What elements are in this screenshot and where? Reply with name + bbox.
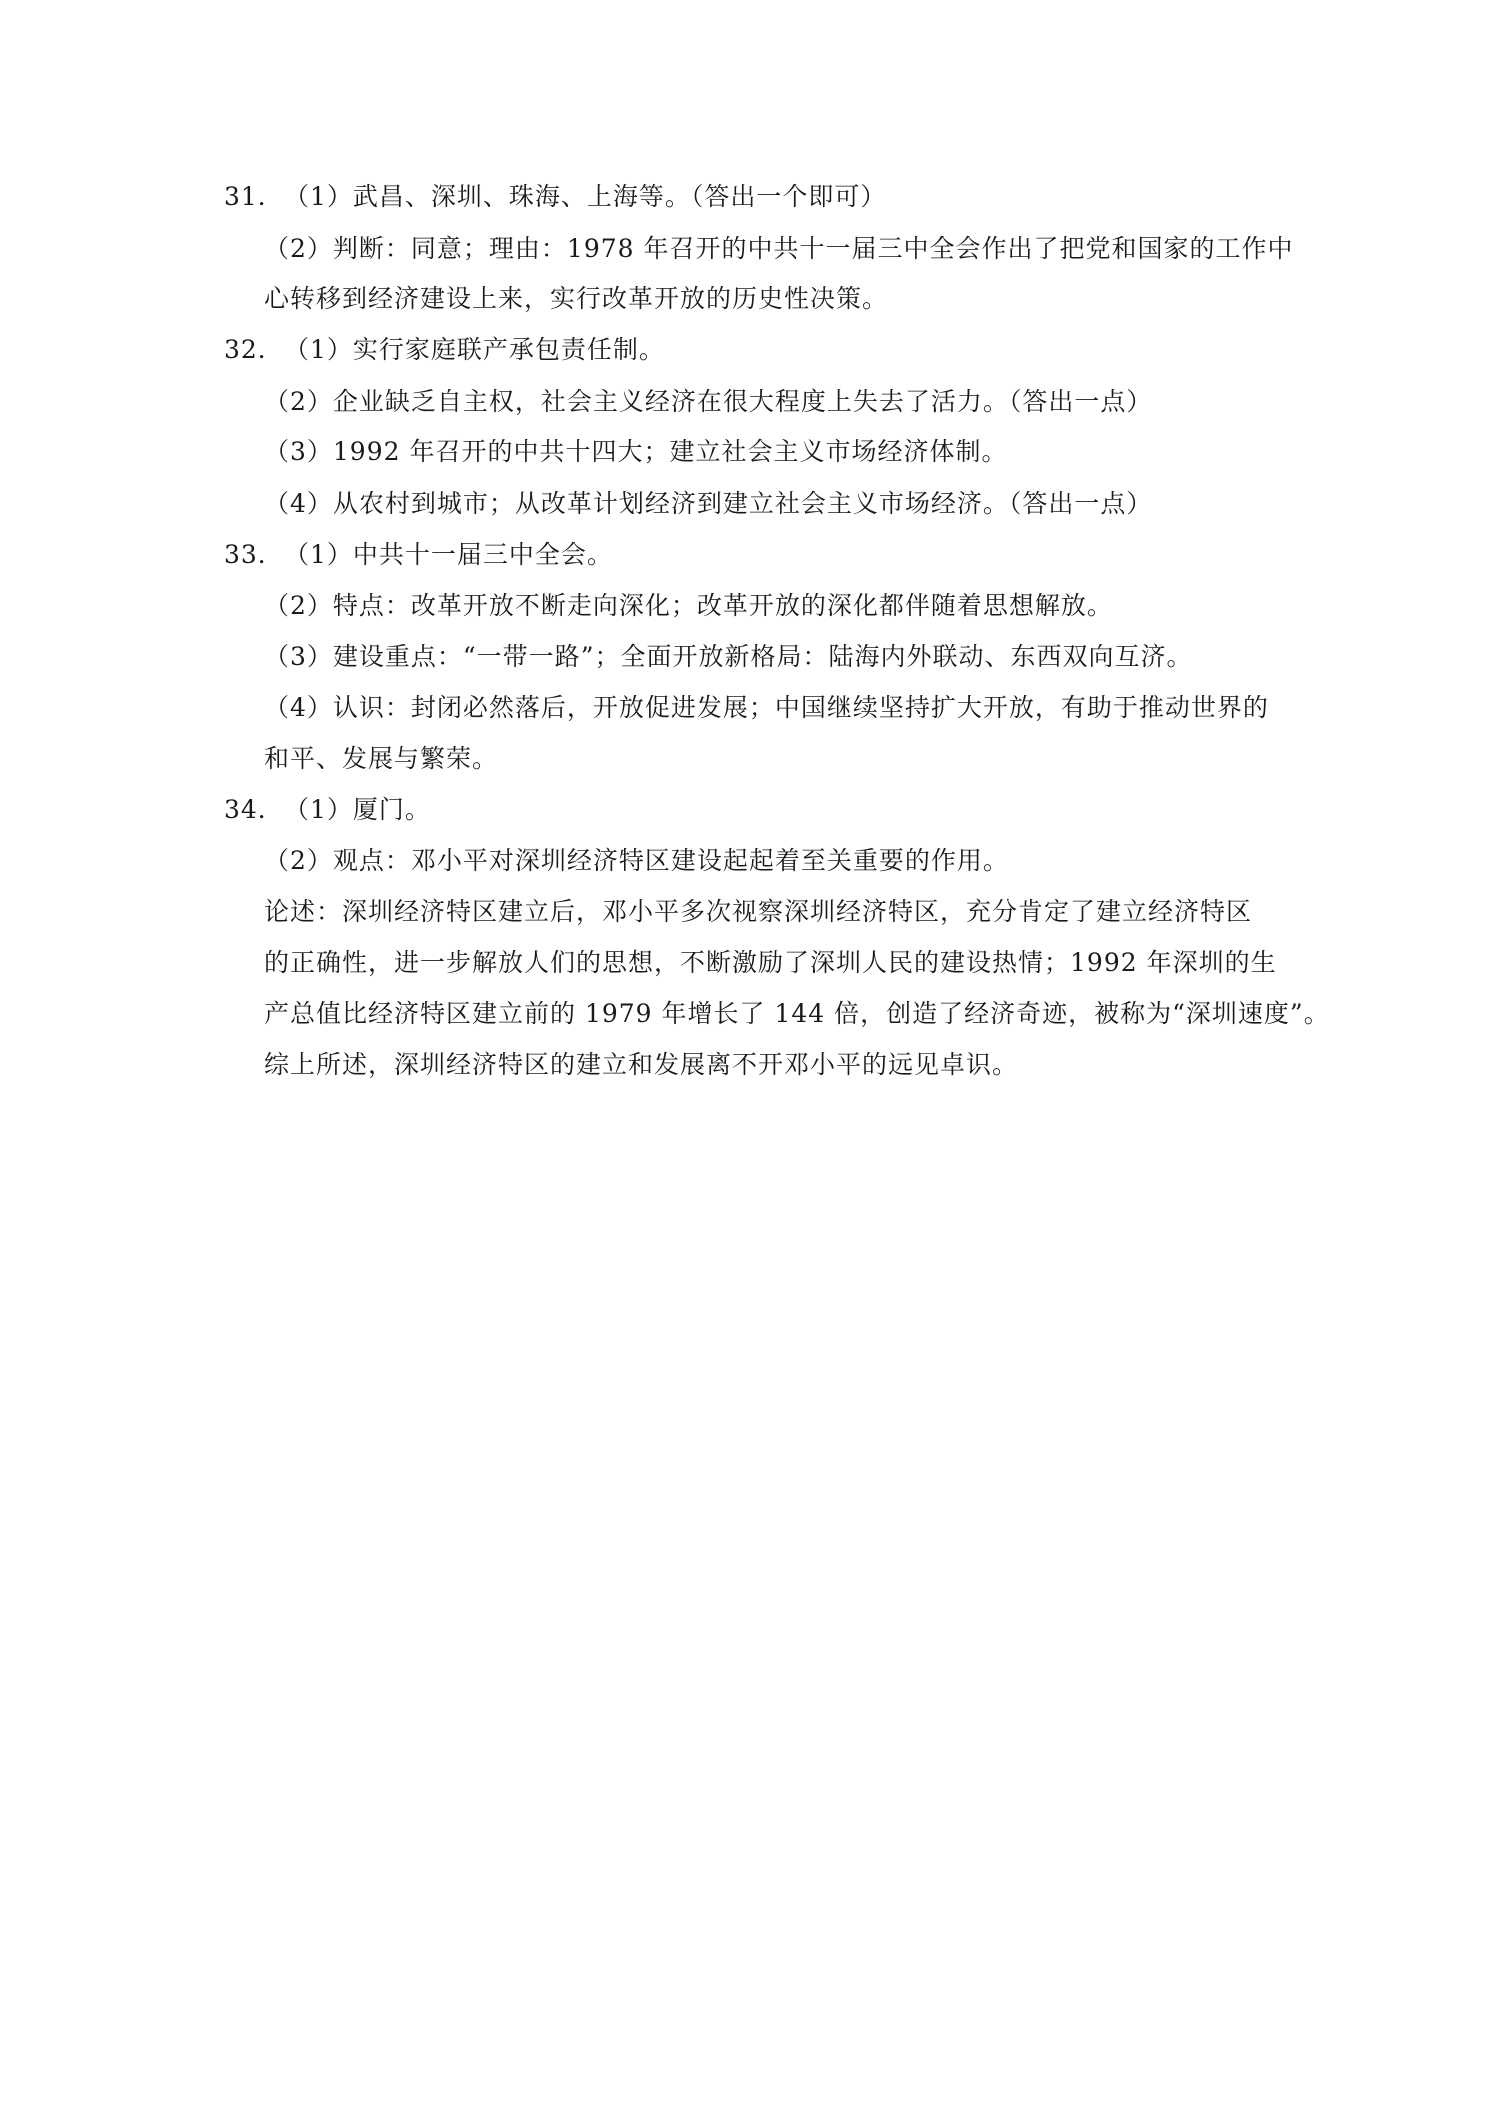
q32-part1: （1）实行家庭联产承包责任制。: [284, 335, 665, 364]
q34-part1: （1）厦门。: [284, 795, 431, 824]
q31-part2: （2）判断：同意；理由：1978 年召开的中共十一届三中全会作出了把党和国家的工作中: [264, 234, 1294, 263]
q34-part2: （2）观点：邓小平对深圳经济特区建设起起着至关重要的作用。: [264, 846, 1009, 875]
q32-part2: （2）企业缺乏自主权，社会主义经济在很大程度上失去了活力。（答出一点）: [264, 387, 1153, 416]
q33-part1: （1）中共十一届三中全会。: [284, 540, 613, 569]
q34-discussion-2: 的正确性，进一步解放人们的思想，不断激励了深圳人民的建设热情；1992 年深圳的生: [264, 948, 1277, 977]
q31-part1: （1）武昌、深圳、珠海、上海等。（答出一个即可）: [284, 182, 887, 211]
q34-number: 34．: [224, 795, 284, 824]
q34-line-1: [224, 790, 431, 830]
q33-line-1: [224, 535, 613, 575]
q32-line-1: [224, 330, 665, 370]
q31-number: 31．: [224, 182, 284, 211]
q33-number: 33．: [224, 540, 284, 569]
q33-part4-cont: 和平、发展与繁荣。: [264, 744, 499, 773]
q33-part3: （3）建设重点：“一带一路”；全面开放新格局：陆海内外联动、东西双向互济。: [264, 642, 1193, 671]
q32-part3: （3）1992 年召开的中共十四大；建立社会主义市场经济体制。: [264, 437, 1008, 466]
q34-discussion-1: 论述：深圳经济特区建立后，邓小平多次视察深圳经济特区，充分肯定了建立经济特区: [264, 897, 1253, 926]
q33-part2: （2）特点：改革开放不断走向深化；改革开放的深化都伴随着思想解放。: [264, 591, 1113, 620]
q34-discussion-4: 综上所述，深圳经济特区的建立和发展离不开邓小平的远见卓识。: [264, 1050, 1019, 1079]
q31-part2-cont: 心转移到经济建设上来，实行改革开放的历史性决策。: [264, 284, 889, 313]
q33-part4: （4）认识：封闭必然落后，开放促进发展；中国继续坚持扩大开放，有助于推动世界的: [264, 693, 1269, 722]
q32-number: 32．: [224, 335, 284, 364]
q34-discussion-3: 产总值比经济特区建立前的 1979 年增长了 144 倍，创造了经济奇迹，被称为“深圳速度”。: [264, 999, 1330, 1028]
q32-part4: （4）从农村到城市；从改革计划经济到建立社会主义市场经济。（答出一点）: [264, 489, 1153, 518]
q31-line-1: [224, 177, 886, 217]
